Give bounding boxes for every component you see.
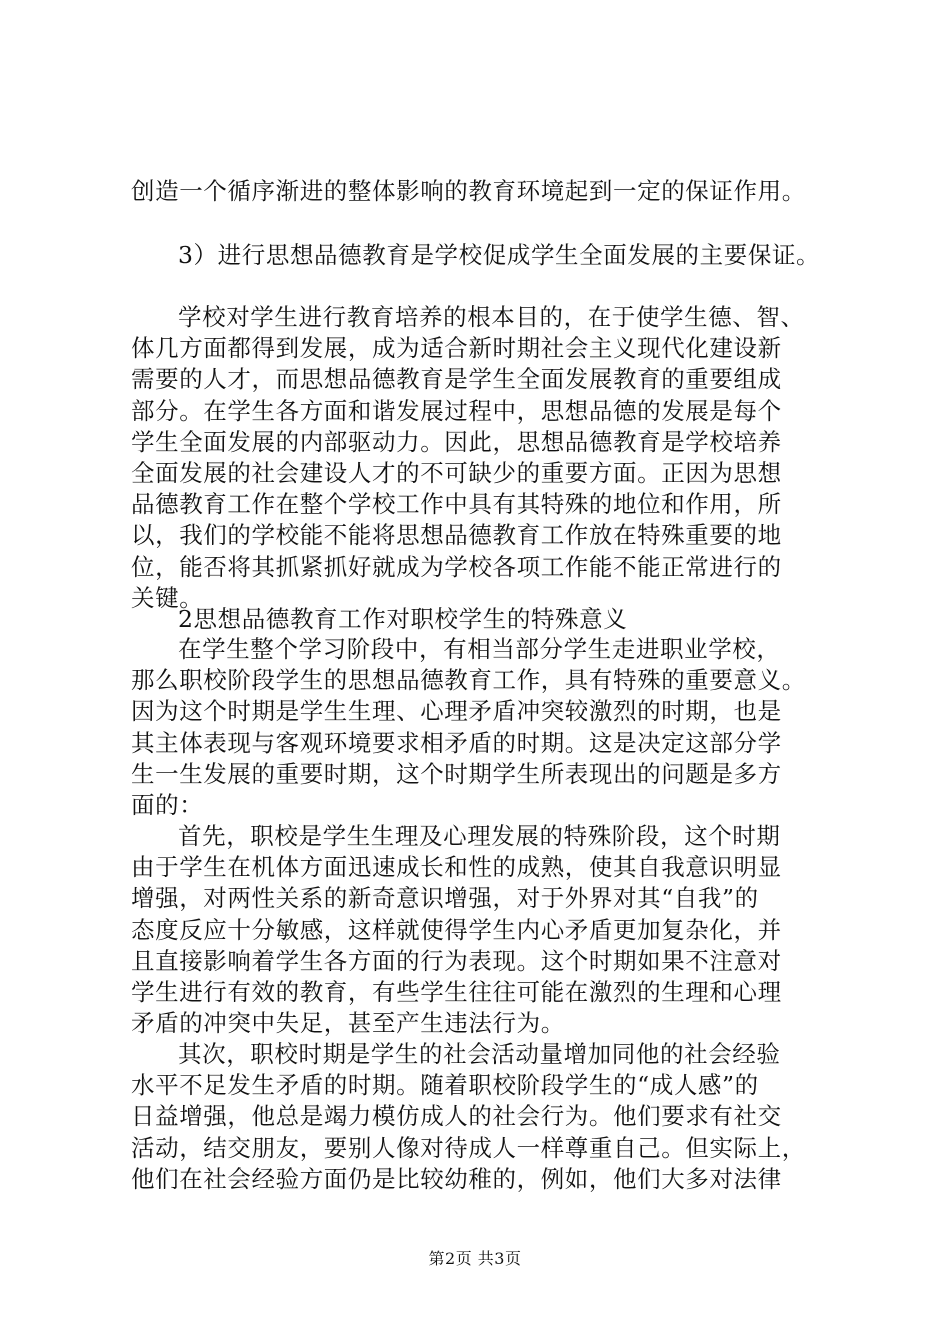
paragraph-second-point <box>131 1039 851 1195</box>
text-line: 因为这个时期是学生生理、心理矛盾冲突较激烈的时期，也是 <box>131 697 782 726</box>
text-line: 由于学生在机体方面迅速成长和性的成熟，使其自我意识明显 <box>131 853 782 882</box>
text-line: 以，我们的学校能不能将思想品德教育工作放在特殊重要的地 <box>131 521 782 550</box>
page-footer <box>0 1246 950 1269</box>
text-line: 那么职校阶段学生的思想品德教育工作，具有特殊的重要意义。 <box>131 666 806 695</box>
paragraph-first-point <box>131 821 851 1039</box>
paragraph-continuation <box>131 176 851 207</box>
text-line: 部分。在学生各方面和谐发展过程中，思想品德的发展是每个 <box>131 396 782 425</box>
paragraph-vocational-stage <box>131 634 851 821</box>
text-line: 增强，对两性关系的新奇意识增强，对于外界对其“自我”的 <box>131 884 759 913</box>
page-number-label: 第2页 共3页 <box>428 1249 522 1268</box>
text-line: 水平不足发生矛盾的时期。随着职校阶段学生的“成人感”的 <box>131 1071 759 1100</box>
text-line: 学生全面发展的内部驱动力。因此，思想品德教育是学校培养 <box>131 427 782 456</box>
text-line: 全面发展的社会建设人才的不可缺少的重要方面。正因为思想 <box>131 459 782 488</box>
text-line: 体几方面都得到发展，成为适合新时期社会主义现代化建设新 <box>131 334 782 363</box>
section-heading-3 <box>178 240 898 271</box>
text-line: 生一生发展的重要时期，这个时期学生所表现出的问题是多方 <box>131 759 782 788</box>
text-line: 关键。 <box>131 583 204 612</box>
text-line: 矛盾的冲突中失足，甚至产生违法行为。 <box>131 1009 565 1038</box>
text-line: 且直接影响着学生各方面的行为表现。这个时期如果不注意对 <box>131 946 782 975</box>
text-line: 需要的人才，而思想品德教育是学生全面发展教育的重要组成 <box>131 365 782 394</box>
section-heading-2 <box>178 604 898 635</box>
text-line: 在学生整个学习阶段中，有相当部分学生走进职业学校， <box>178 635 781 663</box>
text-line: 日益增强，他总是竭力模仿成人的社会行为。他们要求有社交 <box>131 1102 782 1131</box>
text-line: 面的： <box>131 791 204 820</box>
text-line: 学生进行有效的教育，有些学生往往可能在激烈的生理和心理 <box>131 978 782 1007</box>
text-line: 他们在社会经验方面仍是比较幼稚的，例如，他们大多对法律 <box>131 1164 782 1193</box>
text-line: 创造一个循序渐进的整体影响的教育环境起到一定的保证作用。 <box>131 177 806 205</box>
text-line: 学校对学生进行教育培养的根本目的，在于使学生德、智、 <box>178 303 805 331</box>
text-line: 3）进行思想品德教育是学校促成学生全面发展的主要保证。 <box>178 241 821 269</box>
text-line: 活动，结交朋友，要别人像对待成人一样尊重自己。但实际上， <box>131 1133 806 1162</box>
text-line: 位，能否将其抓紧抓好就成为学校各项工作能不能正常进行的 <box>131 552 782 581</box>
text-line: 其主体表现与客观环境要求相矛盾的时期。这是决定这部分学 <box>131 728 782 757</box>
text-line: 2思想品德教育工作对职校学生的特殊意义 <box>178 605 628 633</box>
text-line: 首先，职校是学生生理及心理发展的特殊阶段，这个时期 <box>178 822 781 850</box>
text-line: 品德教育工作在整个学校工作中具有其特殊的地位和作用，所 <box>131 490 782 519</box>
text-line: 态度反应十分敏感，这样就使得学生内心矛盾更加复杂化，并 <box>131 915 782 944</box>
paragraph-school-purpose <box>131 302 851 614</box>
text-line: 其次，职校时期是学生的社会活动量增加同他的社会经验 <box>178 1040 781 1068</box>
